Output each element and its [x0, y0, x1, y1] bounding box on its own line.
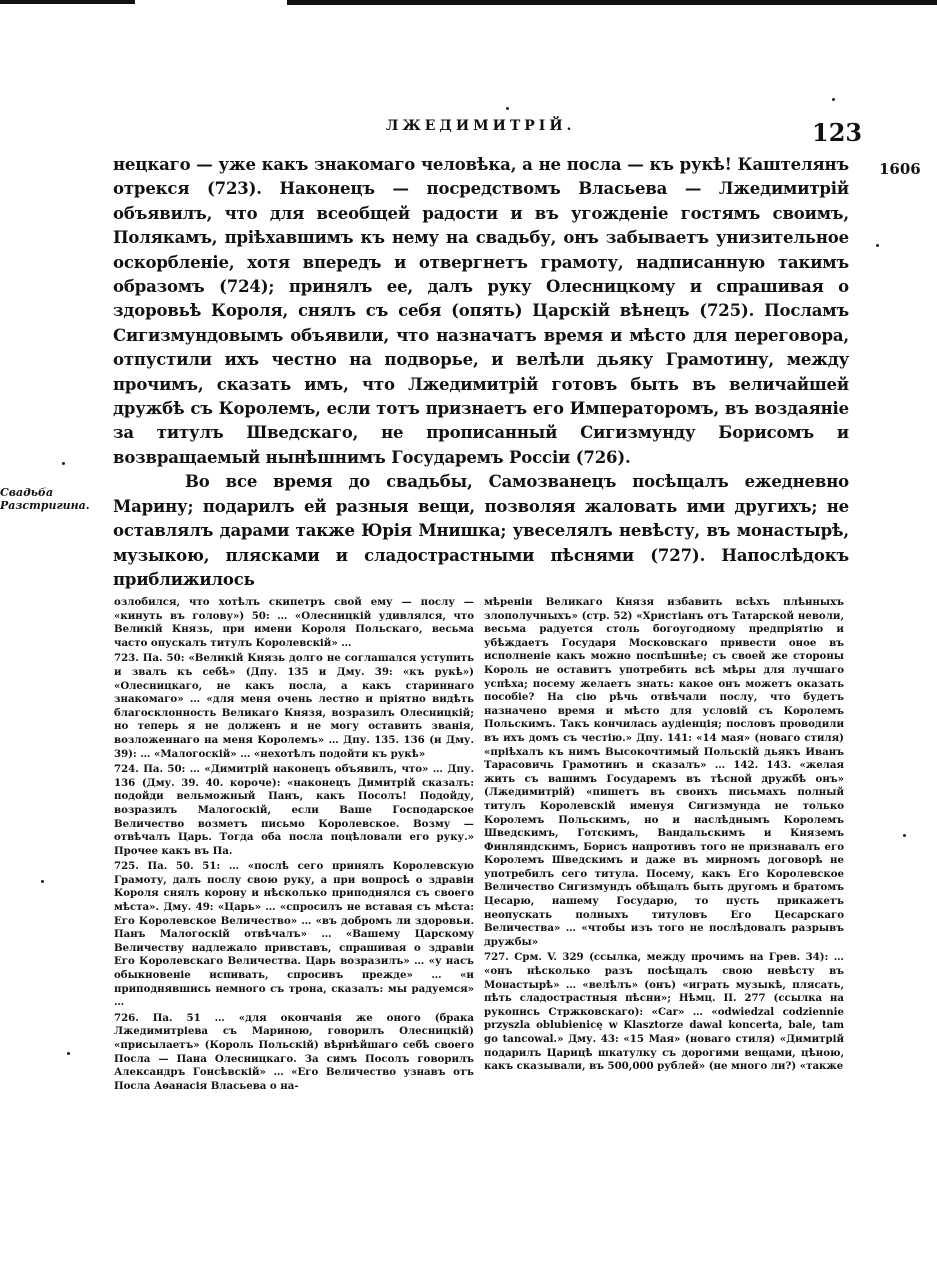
specks: [506, 107, 509, 110]
footnotes-left-column: [114, 596, 474, 1095]
specks: [67, 1052, 70, 1055]
specks: [62, 462, 65, 465]
running-title: ЛЖЕДИМИТРІЙ.: [386, 118, 576, 134]
sidenote: Свадьба Разстригина.: [0, 486, 90, 512]
specks: [876, 244, 879, 247]
footnote: 727. Срм. V. 329 (ссылка, между прочимъ на Грев. 34): … «онъ нѣсколько разъ посѣщалъ свою невѣсту въ Монастырѣ» … «велѣлъ» (онъ) «играть музыкѣ, плясать, пѣть сладострастныя пѣсни»; Нѣмц. II. 277 (ссылка на рукопись Стржковскаго): «Car» … «odwiedzal codziennie przyszla oblubienicę w Klasztorze dawal koncerta, bale, tam go tancowal.» Дму. 43: «15 Мая» (новаго стиля) «Димитрій подарилъ Царицѣ шкатулку съ дорогими вещами, цѣною, какъ сказывали, въ 500,000 рублей» (не много ли?) «также: [484, 951, 844, 1073]
specks: [903, 834, 906, 837]
footnote: озлобился, что хотѣлъ скипетръ свой ему — послу — «кинуть въ голову») 50: … «Олесницкій удивлялся, что Великій Князь, при имени Короля Польскаго, весьма часто опускалъ титулъ Королевскій» …: [114, 596, 474, 649]
footnotes-right-column: [484, 596, 844, 1076]
footnote: 726. Па. 51 … «для окончанія же оного (брака Лжедимитріева съ Мариною, говорилъ Олесницкій) «присылаетъ» (Король Польскій) вѣрнѣйшаго себѣ своего Посла — Пана Олесницкаго. За симъ Посолъ говорилъ Александръ Гонсѣвскій» … «Его Величество узнавъ отъ Посла Аѳанасія Власьева о на-: [114, 1011, 474, 1092]
top-rule-left: [0, 0, 135, 4]
footnote: 723. Па. 50: «Великій Князь долго не соглашался уступить и звалъ къ себѣ» (Дпу. 135 и Дму. 39: «къ рукѣ») «Олесницкаго, не какъ посла, а какъ стариннаго знакомаго» … «для меня очень лестно и пріятно видѣть благосклонность Великаго Князя, возразилъ Олесницкій; но теперь я не долженъ и не могу оставить званія, возложеннаго на меня Королемъ» … Дпу. 135. 136 (и Дму. 39): … «Малогоскій» … «нехотѣлъ подойти къ рукѣ»: [114, 652, 474, 760]
top-rule-right: [287, 0, 937, 5]
footnote: мѣреніи Великаго Князя избавить всѣхъ плѣнныхъ злополучныхъ» (стр. 52) «Христіанъ отъ Татарской неволи, весьма радуется столь богоугодному предпріятію и убѣждаетъ Государя Московскаго привести оное въ исполненіе какъ можно поспѣшнѣе; съ своей же стороны Король не оставитъ употребить всѣ мѣры для лучшаго успѣха; посему желаетъ знать: какое онъ можетъ оказать пособіе? На сію рѣчь отвѣчали послу, что будетъ назначено время и мѣсто для условій съ Королемъ Польскимъ. Такъ кончилась аудіенція; пословъ проводили въ ихъ домъ съ честію.» Дпу. 141: «14 мая» (новаго стиля) «пріѣхалъ къ нимъ Высокочтимый Польскій дьякъ Иванъ Тарасовичь Грамотинъ и сказалъ» … 142. 143. «желая жить съ вашимъ Государемъ въ тѣсной дружбѣ онъ» (Лжедимитрій) «пишетъ въ своихъ письмахъ полный титулъ Королевскій именуя Сигизмунда не только Королемъ Польскимъ, но и наслѣднымъ Королемъ Шведскимъ, Готскимъ, Вандальскимъ и Княземъ Финляндскимъ, Борисъ напротивъ того не признавалъ его Королемъ Шведскимъ и даже въ мирномъ договорѣ не употребилъ сего титула. Посему, какъ Его Королевское Величество Сигизмундъ обѣщалъ быть другомъ и братомъ Цесарю, нашему Государю, то пусть прикажетъ неопускать полныхъ титуловъ Его Цесарскаго Величества» … «чтобы изъ того не послѣдовалъ разрывъ дружбы»: [484, 596, 844, 948]
page-number: 123: [812, 118, 863, 147]
body-paragraph: нецкаго — уже какъ знакомаго человѣка, а не посла — къ рукѣ! Каштелянъ отрекся (723). Наконецъ — посредствомъ Власьева — Лжедимитрій объявилъ, что для всеобщей радости и въ угожденіе гостямъ своимъ, Полякамъ, пріѣхавшимъ къ нему на свадьбу, онъ забываетъ унизительное оскорбленіе, хотя впередъ и отвергнетъ грамоту, надписанную такимъ образомъ (724); принялъ ее, далъ руку Олесницкому и спрашивая о здоровьѣ Короля, снялъ съ себя (опять) Царскій вѣнецъ (725). Посламъ Сигизмундовымъ объявили, что назначатъ время и мѣсто для переговора, отпустили ихъ честно на подворье, и велѣли дьяку Грамотину, между прочимъ, сказать имъ, что Лжедимитрій готовъ быть въ величайшей дружбѣ съ Королемъ, если тотъ признаетъ его Императоромъ, въ воздаяніе за титулъ Шведскаго, не прописанный Сигизмунду Борисомъ и возвращаемый нынѣшнимъ Государемъ Россіи (726).: [113, 155, 849, 467]
margin-year: 1606: [879, 160, 921, 178]
specks: [41, 880, 44, 883]
specks: [832, 98, 835, 101]
body-paragraph: Во все время до свадьбы, Самозванецъ посѣщалъ ежедневно Марину; подарилъ ей разныя вещи, позволяя жаловать ими другихъ; не оставлялъ дарами также Юрія Мнишка; увеселялъ невѣсту, въ монастырѣ, музыкою, плясками и сладострастными пѣснями (727). Напослѣдокъ приближилось: [113, 472, 849, 589]
main-text: [113, 153, 849, 592]
footnote: 724. Па. 50: … «Димитрій наконецъ объявилъ, что» … Дпу. 136 (Дму. 39. 40. короче): «наконецъ Димитрій сказалъ: подойди вельможный Панъ, какъ Посолъ! Подойду, возразилъ Малогоскій, если Ваше Господарское Величество возметъ письмо Королевское. Возму — отвѣчалъ Царь. Тогда оба посла поцѣловали его руку.» Прочее какъ въ Па.: [114, 763, 474, 857]
footnote: 725. Па. 50. 51: … «послѣ сего принялъ Королевскую Грамоту, далъ послу свою руку, а при вопросѣ о здравіи Короля снялъ корону и нѣсколько приподнялся съ своего мѣста». Дму. 49: «Царь» … «спросилъ не вставая съ мѣста: Его Королевское Величество» … «въ добромъ ли здоровьи. Панъ Малогоскій отвѣчалъ» … «Вашему Царскому Величеству надлежало привставъ, спрашивая о здравіи Его Королевскаго Величества. Царь возразилъ» … «у насъ обыкновеніе испивать, спросивъ прежде» … «и приподнявшись немного съ трона, сказалъ: мы радуемся» …: [114, 860, 474, 1009]
